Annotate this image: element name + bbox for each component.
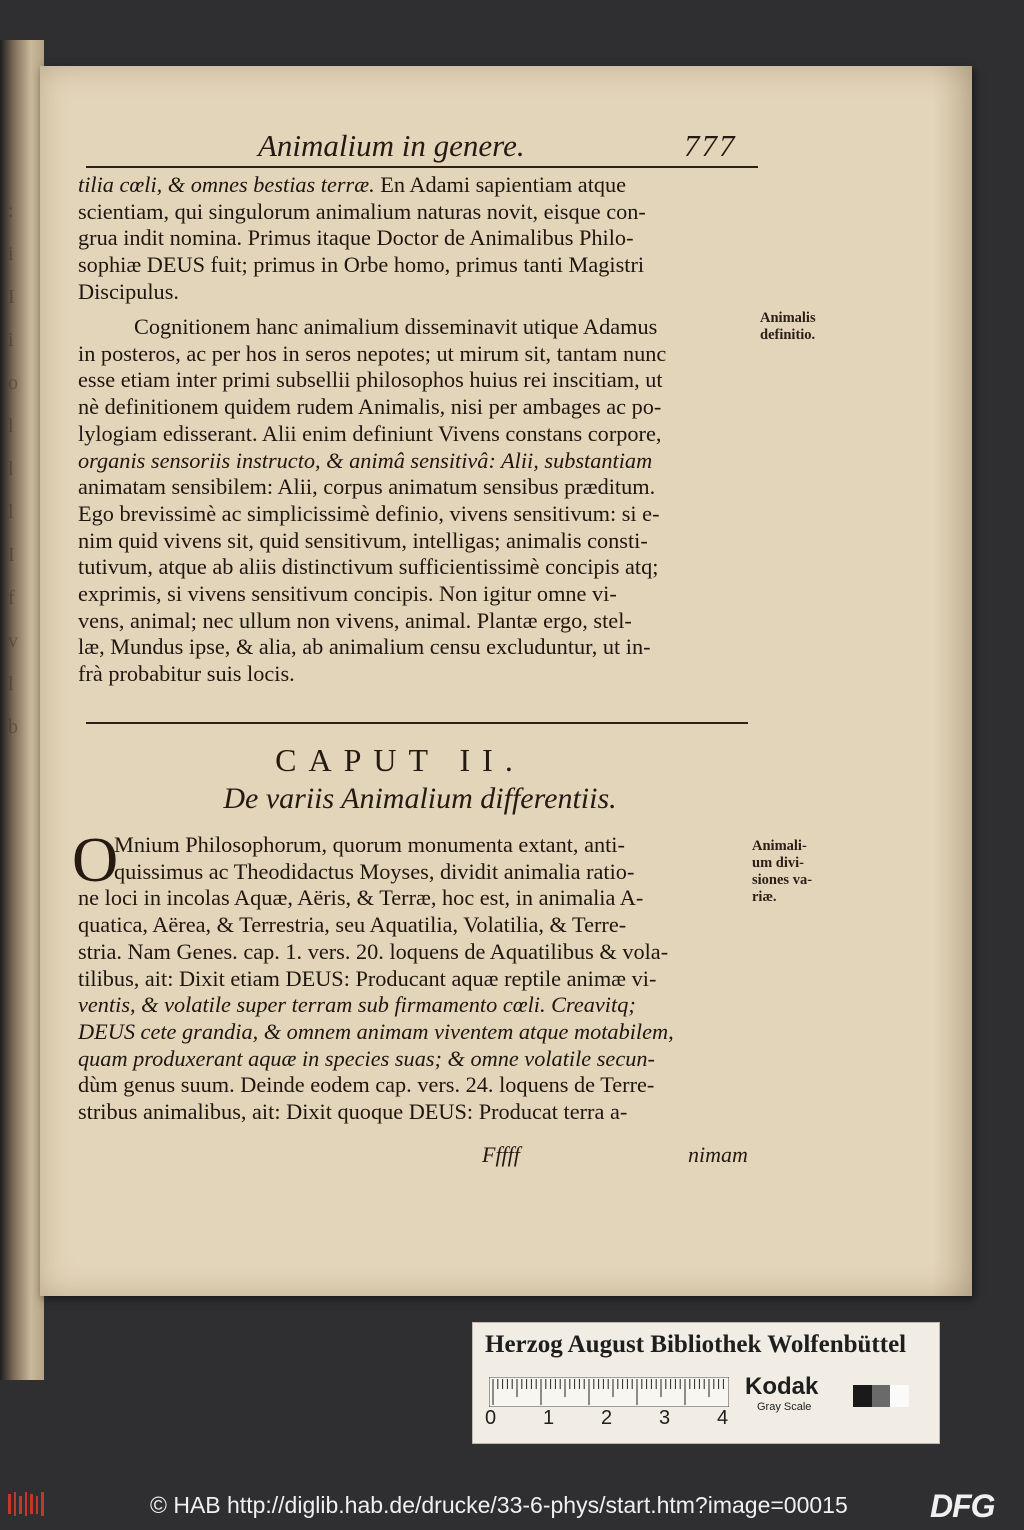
- text-line: exprimis, si vivens sensitivum concipis. Non igitur omne vi-: [78, 581, 617, 607]
- text-line: stria. Nam Genes. cap. 1. vers. 20. loquens de Aquatilibus & vola-: [78, 938, 669, 964]
- page-shadow: [932, 66, 972, 1296]
- hab-barcode-icon: [6, 1490, 46, 1518]
- text-line: Discipulus.: [78, 278, 179, 304]
- text-line: nè definitionem quidem rudem Animalis, nisi per ambages ac po-: [78, 394, 662, 420]
- text-line: sophiæ DEUS fuit; primus in Orbe homo, primus tanti Magistri: [78, 252, 645, 278]
- ruler-number: 4: [717, 1407, 729, 1429]
- signature-mark: Fffff: [482, 1142, 520, 1167]
- chapter-heading: CAPUT II.: [275, 742, 525, 778]
- text-line: quissimus ac Theodidactus Moyses, dividit animalia ratio-: [114, 858, 635, 884]
- italic-phrase: tilia cœli, & omnes bestias terræ.: [78, 172, 375, 197]
- text-line: læ, Mundus ipse, & alia, ab animalium censu excluduntur, ut in-: [78, 634, 651, 660]
- swatch-gray: [872, 1385, 891, 1407]
- ruler-number: 3: [659, 1407, 671, 1429]
- text-line: lylogiam edisserant. Alii enim definiunt Vivens constans corpore,: [78, 420, 662, 446]
- page-number: 777: [684, 128, 737, 163]
- text-run: En Adami sapientiam atque: [374, 172, 627, 197]
- text-line: Mnium Philosophorum, quorum monumenta extant, anti-: [114, 832, 625, 857]
- text-line: organis sensoriis instructo, & animâ sensitivâ: Alii, substantiam: [78, 447, 653, 473]
- text-line: tilibus, ait: Dixit etiam DEUS: Producant aquæ reptile animæ vi-: [78, 965, 657, 991]
- text-line: grua indit nomina. Primus itaque Doctor de Animalibus Philo-: [78, 225, 634, 251]
- paragraph-1: [78, 172, 762, 306]
- margin-note-line: definitio.: [760, 327, 816, 343]
- kodak-brand: Kodak: [745, 1373, 819, 1400]
- viewer-footer: [0, 1478, 1024, 1530]
- text-line: quam produxerant aquæ in species suas; & omne volatile secun-: [78, 1045, 655, 1071]
- text-line: Cognitionem hanc animalium disseminavit utique Adamus: [134, 314, 658, 339]
- swatch-white: [890, 1385, 909, 1407]
- dfg-logo: DFG: [930, 1488, 995, 1524]
- margin-note-line: Animali-: [752, 838, 807, 854]
- chapter-subtitle: De variis Animalium differentiis.: [223, 782, 617, 815]
- section-rule: [86, 722, 748, 724]
- running-head: Animalium in genere.: [258, 128, 525, 163]
- text-line: frà probabitur suis locis.: [78, 661, 295, 687]
- text-line: animatam sensibilem: Alii, corpus animatum sensibus præditum.: [78, 474, 656, 500]
- ruler-number: 0: [485, 1407, 497, 1429]
- drop-capital: O: [72, 824, 119, 895]
- adjacent-page-edge: [0, 40, 44, 1380]
- ruler-scale: [489, 1377, 729, 1407]
- text-line: ne loci in incolas Aquæ, Aëris, & Terræ, hoc est, in animalia A-: [78, 885, 644, 911]
- margin-note-line: Animalis: [760, 310, 816, 326]
- library-scale-label: [472, 1322, 940, 1444]
- text-line: dùm genus suum. Deinde eodem cap. vers. 24. loquens de Terre-: [78, 1072, 655, 1098]
- margin-note-divisiones: [752, 838, 812, 906]
- text-line: quatica, Aërea, & Terrestria, seu Aquatilia, Volatilia, & Terre-: [78, 912, 627, 938]
- adjacent-page-bleedthrough: : i I i o l l l I f v l b: [8, 200, 18, 738]
- margin-note-definitio: [760, 310, 816, 344]
- library-name: Herzog August Bibliothek Wolfenbüttel: [485, 1331, 907, 1358]
- text-line: vens, animal; nec ullum non vivens, animal. Plantæ ergo, stel-: [78, 607, 632, 633]
- text-line: nim quid vivens sit, quid sensitivum, intelligas; animalis consti-: [78, 527, 648, 553]
- text-line: stribus animalibus, ait: Dixit quoque DEUS: Producat terra a-: [78, 1099, 628, 1125]
- text-line: in posteros, ac per hos in seros nepotes; ut mirum sit, tantam nunc: [78, 340, 667, 366]
- text-line: Ego brevissimè ac simplicissimè definio, vivens sensitivum: si e-: [78, 500, 660, 526]
- paragraph-2: [78, 314, 762, 688]
- text-line: tutivum, atque ab aliis distinctivum sufficientissimè concipis atq;: [78, 554, 659, 580]
- text-line: scientiam, qui singulorum animalium naturas novit, eisque con-: [78, 198, 646, 224]
- text-line: ventis, & volatile super terram sub firmamento cœli. Creavitq;: [78, 992, 636, 1018]
- gray-scale-caption: Gray Scale: [757, 1401, 812, 1413]
- margin-note-line: riæ.: [752, 889, 777, 905]
- catchword: nimam: [688, 1142, 748, 1167]
- paragraph-3: [78, 832, 762, 1126]
- margin-note-line: um divi-: [752, 855, 804, 871]
- ruler-number: 2: [601, 1407, 613, 1429]
- ruler-number: 1: [543, 1407, 555, 1429]
- header-rule: [86, 166, 758, 168]
- swatch-black: [853, 1385, 872, 1407]
- margin-note-line: siones va-: [752, 872, 813, 888]
- text-line: esse etiam inter primi subsellii philosophos huius rei inscitiam, ut: [78, 367, 663, 393]
- footer-source-link[interactable]: © HAB http://diglib.hab.de/drucke/33-6-phys/start.htm?image=00015: [150, 1492, 848, 1518]
- text-line: [78, 172, 762, 199]
- gray-scale-swatches: [853, 1385, 909, 1407]
- text-line: DEUS cete grandia, & omnem animam viventem atque motabilem,: [78, 1018, 674, 1044]
